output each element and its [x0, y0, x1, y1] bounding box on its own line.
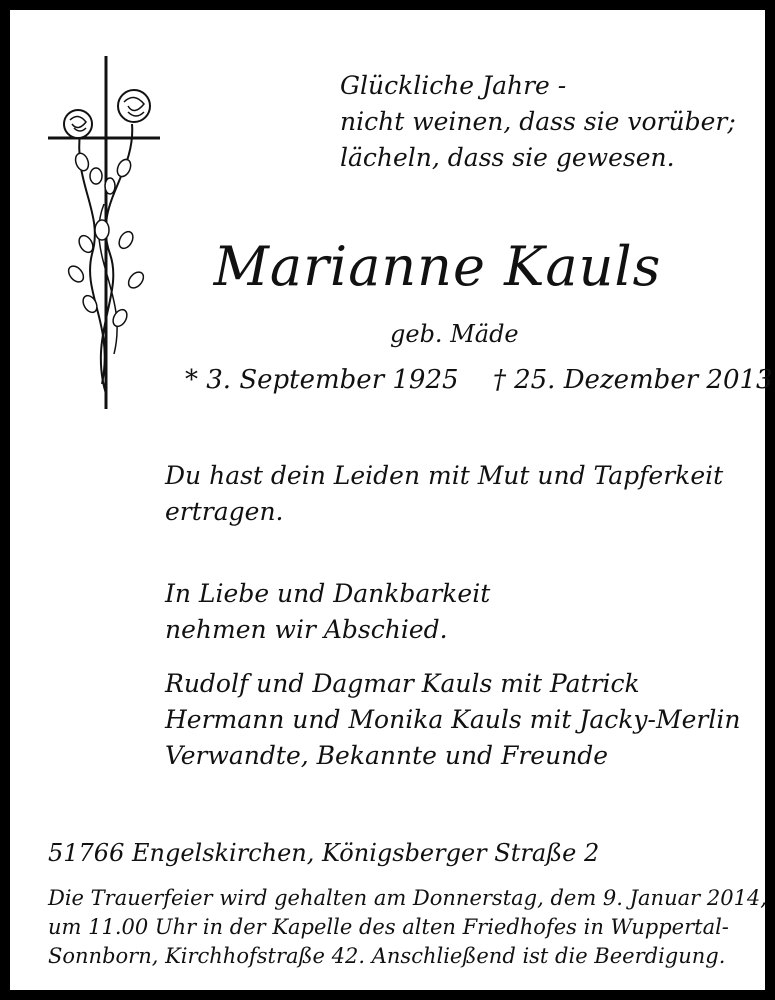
mourners-list [165, 666, 740, 774]
mourner-line: Verwandte, Bekannte und Freunde [165, 741, 609, 770]
notice-line: um 11.00 Uhr in der Kapelle des alten Friedhofes in Wuppertal- [48, 915, 729, 939]
message-paragraph-1 [165, 458, 723, 530]
poem-line: nicht weinen, dass sie vorüber; [340, 107, 736, 136]
notice-line: Die Trauerfeier wird gehalten am Donnerstag, dem 9. Januar 2014, [48, 886, 767, 910]
poem [340, 68, 736, 176]
notice-line: Sonnborn, Kirchhofstraße 42. Anschließend ist die Beerdigung. [48, 944, 726, 968]
mourner-line: Hermann und Monika Kauls mit Jacky-Merlin [165, 705, 741, 734]
message-line: In Liebe und Dankbarkeit [165, 579, 491, 608]
poem-line: Glückliche Jahre - [340, 71, 567, 100]
message-line: ertragen. [165, 497, 284, 526]
message-line: Du hast dein Leiden mit Mut und Tapferkeit [165, 461, 724, 490]
family-address: 51766 Engelskirchen, Königsberger Straße 2 [48, 839, 600, 867]
death-date: † 25. Dezember 2013 [492, 365, 773, 395]
message-paragraph-2 [165, 576, 490, 648]
message-line: nehmen wir Abschied. [165, 615, 448, 644]
deceased-name: Marianne Kauls [213, 235, 662, 298]
life-dates [185, 362, 773, 398]
mourner-line: Rudolf und Dagmar Kauls mit Patrick [165, 669, 640, 698]
poem-line: lächeln, dass sie gewesen. [340, 143, 675, 172]
birth-date: * 3. September 1925 [185, 365, 459, 395]
funeral-notice [48, 884, 767, 971]
birth-name: geb. Mäde [390, 320, 519, 348]
